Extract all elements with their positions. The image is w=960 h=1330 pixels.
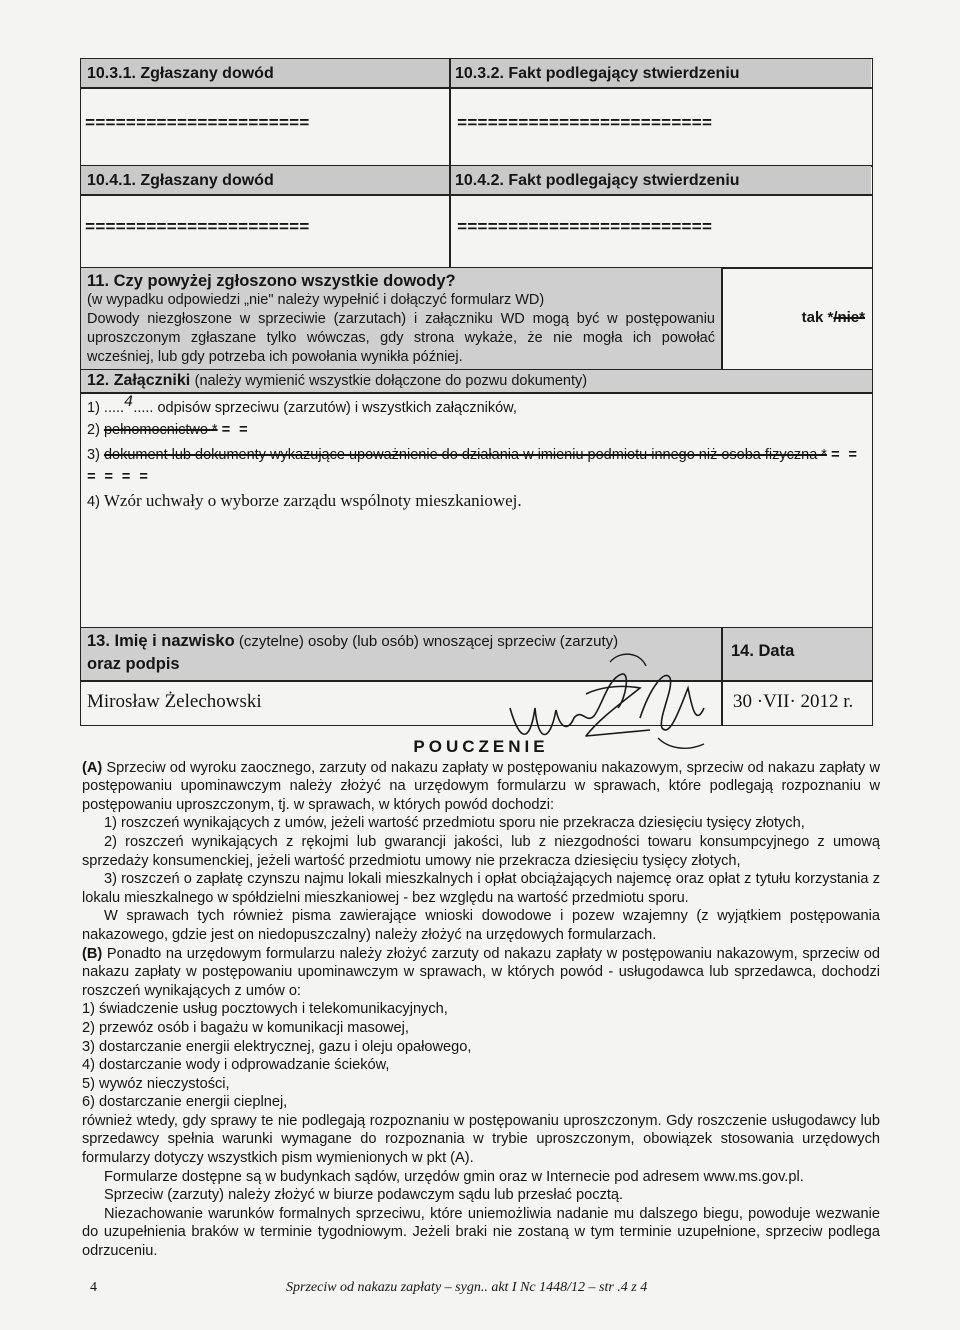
instructions-a: (A) Sprzeciw od wyroku zaocznego, zarzuty od nakazu zapłaty w postępowaniu nakazowym, sprzeciw od nakazu zapłaty w postępowaniu upominawczym należy złożyć na urzędowym formularzu w sprawach, które podlegają rozpoznaniu w postępowaniu uproszczonym, tj. w sprawach, w których powód dochodzi:: [82, 759, 880, 813]
instructions-b1: 1) świadczenie usług pocztowych i telekomunikacyjnych,: [82, 1001, 448, 1018]
instructions-heading: POUCZENIE: [413, 737, 549, 756]
instructions-a2: 2) roszczeń wynikających z rękojmi lub gwarancji jakości, lub z niezgodności towaru konsumpcyjnego z umową sprzedaży konsumenckiej, jeżeli wartość przedmiotu umowy nie przekracza dziesięciu tysięcy złotych,: [82, 833, 880, 869]
section-10-3-1-value: ======================: [85, 115, 310, 134]
instructions-forms: Formularze dostępne są w budynkach sądów, urzędów gmin oraz w Internecie pod adresem www.ms.gov.pl.: [104, 1168, 804, 1185]
submission-date: 30 ·VII· 2012 r.: [733, 691, 854, 712]
page-number: 4: [90, 1280, 97, 1295]
footer-caption: Sprzeciw od nakazu zapłaty – sygn.. akt I Nc 1448/12 – str .4 z 4: [286, 1280, 648, 1295]
section-12-header: [81, 370, 872, 392]
section-10-4-2-header: 10.4.2. Fakt podlegający stwierdzeniu: [449, 166, 871, 194]
section-12-title-note: (należy wymienić wszystkie dołączone do pozwu dokumenty): [194, 373, 588, 389]
form-box: [80, 58, 873, 726]
attachment-item-2: 2) pełnomocnictwo * = =: [87, 422, 248, 439]
attachment-item-4: 4) Wzór uchwały o wyborze zarządu wspólnoty mieszkaniowej.: [87, 491, 522, 510]
instructions-b: (B) Ponadto na urzędowym formularzu należy złożyć zarzuty od nakazu zapłaty w postępowaniu nakazowym, sprzeciw od nakazu zapłaty w postępowaniu upominawczym w sprawach, w których powód - usługodawca lub sprzedawca, dochodzi roszczeń wynikających z umów o:: [82, 945, 880, 999]
section-11-answer: [723, 309, 871, 326]
section-13-title: 13. Imię i nazwisko: [87, 632, 235, 650]
section-11-note: (w wypadku odpowiedzi „nie" należy wypełnić i dołączyć formularz WD): [87, 292, 545, 308]
signer-name: Mirosław Żelechowski: [87, 691, 262, 712]
attachment-item-1: 1) .....4..... odpisów sprzeciwu (zarzutów) i wszystkich załączników,: [87, 394, 517, 416]
section-11-block: [81, 268, 721, 369]
answer-nie-struck: /nie*: [833, 309, 865, 326]
attachment-item-3: 3) dokument lub dokumenty wykazujące upoważnienie do działania w imieniu podmiotu innego niż osoba fizyczna * = = = = = =: [87, 447, 858, 486]
section-12-title: 12. Załączniki: [87, 372, 191, 389]
instructions-section: [82, 738, 880, 1261]
section-10-4-2-value: =========================: [457, 219, 713, 238]
section-13-title-rest: (czytelne) osoby (lub osób) wnoszącej sprzeciw (zarzuty): [238, 633, 619, 650]
section-14-header: 14. Data: [721, 628, 872, 680]
instructions-b3: 3) dostarczanie energii elektrycznej, gazu i oleju opałowego,: [82, 1038, 472, 1055]
instructions-a1: 1) roszczeń wynikających z umów, jeżeli wartość przedmiotu sporu nie przekracza dziesięciu tysięcy złotych,: [104, 815, 805, 832]
section-11-body: Dowody niezgłoszone w sprzeciwie (zarzutach) i załączniku WD mogą być w postępowaniu uproszczonym zgłaszane tylko wówczas, gdy strona wykaże, że nie mogła ich powołać wcześniej, lub gdy potrzeba ich powołania wynikła później.: [87, 311, 715, 365]
instructions-a-extra: W sprawach tych również pisma zawierające wnioski dowodowe i pozew wzajemny (z wyjątkiem postępowania nakazowego, gdzie jest on niedopuszczalny) należy złożyć na urzędowych formularzach.: [82, 908, 880, 943]
instructions-a3: 3) roszczeń o zapłatę czynszu najmu lokali mieszkalnych i opłat obciążających najemcę oraz opłat z tytułu korzystania z lokalu mieszkalnego w spółdzielni mieszkaniowej - bez względu na wartość przedmiotu sporu.: [82, 871, 880, 906]
instructions-b-tail: również wtedy, gdy sprawy te nie podlegają rozpoznaniu w postępowaniu uproszczonym. Gdy roszczenie usługodawcy lub sprzedawcy spełnia warunki wymagane do rozpoznania w trybie uproszczonym, obowiązek stosowania urzędowych formularzy dotyczy wszystkich pism wymienionych w pkt (A).: [82, 1112, 880, 1167]
section-10-3-1-header: 10.3.1. Zgłaszany dowód: [81, 59, 449, 87]
instructions-submit: Sprzeciw (zarzuty) należy złożyć w biurze podawczym sądu lub przesłać pocztą.: [104, 1187, 624, 1204]
instructions-b4: 4) dostarczanie wody i odprowadzanie ścieków,: [82, 1057, 390, 1074]
section-11-title: 11. Czy powyżej zgłoszono wszystkie dowody?: [87, 272, 456, 290]
instructions-b6: 6) dostarczanie energii cieplnej,: [82, 1094, 288, 1111]
attachment-count: 4: [124, 394, 134, 410]
section-13-title-line2: oraz podpis: [87, 655, 180, 673]
section-10-3-2-header: 10.3.2. Fakt podlegający stwierdzeniu: [449, 59, 871, 87]
instructions-defects: Niezachowanie warunków formalnych sprzeciwu, które uniemożliwia nadanie mu dalszego biegu, powoduje wezwanie do uzupełnienia braków w terminie tygodniowym. Jeżeli braki nie zostaną w tym terminie uzupełnione, sprzeciw podlega odrzuceniu.: [82, 1205, 880, 1260]
section-10-4-1-header: 10.4.1. Zgłaszany dowód: [81, 166, 449, 194]
instructions-b5: 5) wywóz nieczystości,: [82, 1075, 230, 1092]
section-10-3-2-value: =========================: [457, 115, 713, 134]
answer-tak: tak *: [801, 309, 834, 326]
instructions-b2: 2) przewóz osób i bagażu w komunikacji masowej,: [82, 1019, 409, 1036]
section-10-4-1-value: ======================: [85, 219, 310, 238]
